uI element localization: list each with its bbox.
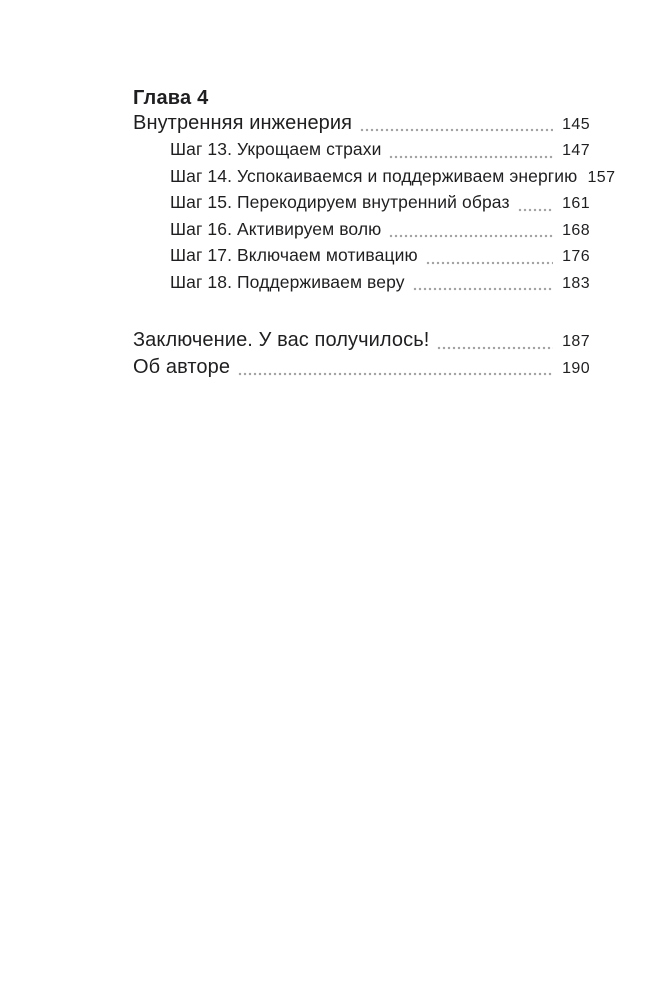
dot-leader [238, 355, 553, 382]
dot-leader [437, 328, 553, 355]
dot-leader [426, 243, 553, 270]
toc-entry-page: 157 [587, 168, 616, 186]
dot-leader [413, 270, 553, 297]
toc-entry-label: Шаг 14. Успокаиваемся и поддерживаем энергию [170, 165, 578, 186]
toc-list [133, 111, 616, 297]
toc-entry-label: Шаг 13. Укрощаем страхи [170, 139, 382, 159]
toc-entry-label: Внутренняя инженерия [133, 111, 353, 134]
toc-entry-page: 147 [562, 142, 590, 159]
dot-leader [389, 137, 553, 164]
toc-entry[interactable] [133, 270, 590, 297]
toc-footer-list [133, 328, 590, 381]
toc-entry-label: Шаг 17. Включаем мотивацию [170, 245, 418, 265]
toc-entry-page: 190 [562, 359, 590, 377]
chapter-heading: Глава 4 [133, 87, 209, 109]
dot-leader [389, 217, 553, 244]
dot-leader [518, 190, 553, 217]
toc-entry[interactable] [133, 355, 590, 382]
toc-entry-label: Шаг 18. Поддерживаем веру [170, 271, 405, 292]
toc-entry[interactable] [133, 137, 590, 164]
toc-entry-page: 145 [562, 115, 590, 133]
toc-entry[interactable] [133, 190, 590, 217]
toc-entry-page: 183 [562, 274, 590, 292]
toc-entry[interactable] [133, 328, 590, 355]
toc-entry[interactable] [133, 243, 590, 270]
toc-entry-page: 187 [562, 333, 590, 350]
toc-entry[interactable] [133, 111, 590, 138]
toc-entry-label: Шаг 15. Перекодируем внутренний образ [170, 192, 510, 212]
dot-leader [360, 111, 553, 138]
toc-entry[interactable] [133, 217, 590, 244]
toc-entry-label: Заключение. У вас получилось! [133, 329, 430, 351]
toc-entry[interactable] [133, 164, 616, 191]
toc-entry-page: 161 [562, 195, 590, 212]
toc-entry-page: 168 [562, 221, 590, 239]
toc-entry-label: Об авторе [133, 355, 231, 378]
toc-entry-page: 176 [562, 248, 590, 265]
toc-entry-label: Шаг 16. Активируем волю [170, 218, 382, 239]
